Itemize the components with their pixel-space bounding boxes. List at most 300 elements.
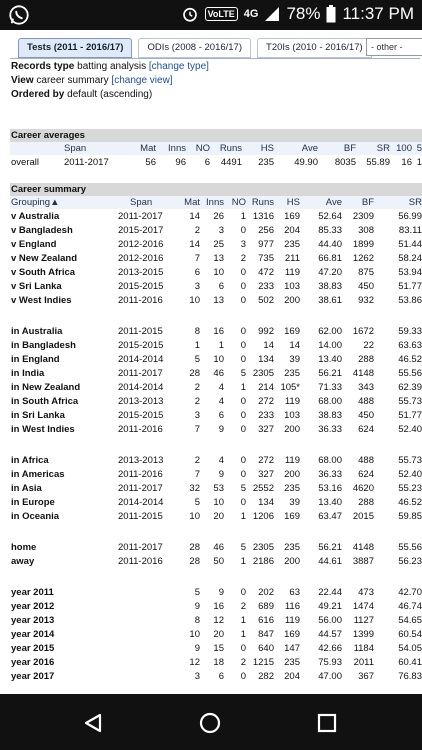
summary-row-cell: 1 bbox=[218, 339, 224, 351]
summary-row-cell: 2305 bbox=[252, 367, 274, 379]
summary-row bbox=[10, 366, 422, 380]
summary-row-cell: 4620 bbox=[352, 482, 374, 494]
summary-row-cell: year 2013 bbox=[11, 614, 55, 626]
summary-row-cell: 488 bbox=[358, 454, 374, 466]
summary-row-cell: 235 bbox=[284, 238, 300, 250]
summary-row-cell bbox=[118, 641, 176, 655]
summary-row-cell: 56.99 bbox=[398, 210, 422, 222]
summary-row-cell: 1399 bbox=[352, 628, 374, 640]
summary-row-cell: 2 bbox=[194, 454, 200, 466]
summary-row-cell: 2011-2017 bbox=[118, 367, 163, 379]
home-icon[interactable] bbox=[199, 712, 221, 734]
summary-row-cell: 0 bbox=[240, 642, 246, 654]
summary-row-cell: 5 bbox=[194, 586, 200, 598]
summary-row-cell: 2 bbox=[194, 395, 200, 407]
summary-row bbox=[10, 481, 422, 495]
network-type: 4G bbox=[243, 8, 259, 20]
summary-row-cell: 214 bbox=[258, 381, 274, 393]
summary-row bbox=[10, 408, 422, 422]
summary-row-cell: 2013-2013 bbox=[118, 395, 164, 407]
averages-row-cell: 4491 bbox=[220, 156, 242, 168]
summary-row-cell: 1184 bbox=[353, 642, 374, 654]
summary-row-cell: 0 bbox=[240, 586, 246, 598]
summary-row-cell: 53.16 bbox=[318, 482, 342, 494]
averages-column-header-cell: 5 bbox=[412, 142, 422, 155]
summary-row-cell: 2015-2015 bbox=[118, 339, 164, 351]
summary-row-cell: 235 bbox=[284, 656, 300, 668]
summary-row-cell: 200 bbox=[284, 555, 300, 567]
summary-row-cell: 1 bbox=[240, 510, 246, 522]
summary-row-cell: 38.83 bbox=[318, 409, 342, 421]
summary-row-cell: 2011-2016 bbox=[118, 294, 163, 306]
ordered-by-line bbox=[11, 89, 152, 100]
summary-row-cell: 4 bbox=[218, 381, 224, 393]
summary-row-cell: 0 bbox=[240, 266, 246, 278]
summary-row-cell: 46 bbox=[213, 367, 224, 379]
summary-row bbox=[10, 655, 422, 669]
summary-row-cell: 22.44 bbox=[318, 586, 342, 598]
whatsapp-icon bbox=[8, 4, 30, 26]
summary-row-cell: 7 bbox=[194, 423, 200, 435]
career-averages-heading-text: Career averages bbox=[10, 129, 422, 142]
summary-row-cell: 16 bbox=[213, 325, 224, 337]
summary-row-cell: v South Africa bbox=[11, 266, 76, 278]
summary-row bbox=[10, 585, 422, 599]
summary-row-cell: 7 bbox=[194, 468, 200, 480]
summary-row-cell: 28 bbox=[189, 555, 200, 567]
summary-row-cell bbox=[118, 655, 176, 669]
summary-row-cell: 2 bbox=[240, 252, 246, 264]
summary-row-cell: 2012-2016 bbox=[118, 238, 164, 250]
summary-row-cell: 103 bbox=[284, 280, 300, 292]
summary-row-cell: year 2012 bbox=[11, 600, 55, 612]
summary-row-cell: 204 bbox=[284, 224, 300, 236]
averages-row-cell: 56 bbox=[145, 156, 156, 168]
summary-row-cell: 6 bbox=[218, 280, 224, 292]
summary-row-cell: 2013-2013 bbox=[118, 454, 164, 466]
summary-row-cell: 14 bbox=[289, 339, 300, 351]
summary-row-cell: 2013-2015 bbox=[118, 266, 164, 278]
summary-row-cell: 56.21 bbox=[318, 367, 342, 379]
summary-row-cell: v Australia bbox=[11, 210, 60, 222]
summary-column-header-cell: BF bbox=[342, 196, 374, 209]
summary-row-cell: 38.61 bbox=[318, 294, 342, 306]
summary-row-cell: 624 bbox=[358, 468, 374, 480]
averages-row-cell: 55.89 bbox=[366, 156, 390, 168]
summary-row-cell: year 2016 bbox=[11, 656, 55, 668]
battery-icon bbox=[326, 5, 336, 23]
summary-row-cell: year 2011 bbox=[11, 586, 54, 598]
summary-row-cell: 119 bbox=[284, 266, 300, 278]
summary-row-cell: 39 bbox=[289, 496, 300, 508]
summary-row-cell: 10 bbox=[189, 294, 200, 306]
summary-row-cell: 0 bbox=[240, 325, 246, 337]
summary-row-cell: 169 bbox=[284, 210, 300, 222]
summary-row bbox=[10, 209, 422, 223]
summary-row-cell: 1 bbox=[240, 555, 246, 567]
summary-row-cell: 0 bbox=[240, 409, 246, 421]
summary-row bbox=[10, 599, 422, 613]
summary-row-cell: 367 bbox=[358, 670, 374, 682]
summary-row-cell: 3 bbox=[194, 280, 200, 292]
summary-row-cell: 472 bbox=[258, 266, 274, 278]
summary-row-cell: 0 bbox=[240, 423, 246, 435]
summary-row-cell: 735 bbox=[258, 252, 274, 264]
summary-row-cell: 7 bbox=[194, 252, 200, 264]
summary-row-cell: 55.56 bbox=[398, 367, 422, 379]
summary-row-cell: 1127 bbox=[353, 614, 374, 626]
averages-column-header-cell: HS bbox=[242, 142, 274, 155]
summary-row-cell: 6 bbox=[194, 266, 200, 278]
summary-row-cell: 119 bbox=[284, 395, 300, 407]
summary-row-cell: 42.66 bbox=[318, 642, 342, 654]
summary-row-cell: 56.00 bbox=[318, 614, 342, 626]
summary-row-cell: 1474 bbox=[352, 600, 374, 612]
summary-row-cell: 51.77 bbox=[398, 280, 422, 292]
summary-row-cell: 4148 bbox=[352, 367, 374, 379]
summary-row-cell: in Australia bbox=[11, 325, 63, 337]
summary-row-cell: in Europe bbox=[11, 496, 55, 508]
summary-row-cell: 8 bbox=[194, 325, 200, 337]
summary-row-cell: 13 bbox=[213, 252, 224, 264]
summary-row-cell bbox=[118, 669, 176, 683]
view-label: View bbox=[11, 75, 34, 86]
summary-row-cell: in England bbox=[11, 353, 60, 365]
averages-column-header-cell: Mat bbox=[122, 142, 156, 155]
summary-row-cell bbox=[118, 585, 176, 599]
summary-row-cell: 6 bbox=[218, 670, 224, 682]
summary-row-cell: 932 bbox=[358, 294, 374, 306]
summary-row bbox=[10, 540, 422, 554]
summary-row-cell: 502 bbox=[258, 294, 274, 306]
summary-row-cell: 14.00 bbox=[318, 339, 342, 351]
summary-row bbox=[10, 237, 422, 251]
tab-1[interactable]: ODIs (2008 - 2016/17) bbox=[138, 38, 251, 58]
summary-row-cell: 169 bbox=[284, 628, 300, 640]
summary-row-cell: 488 bbox=[358, 395, 374, 407]
summary-row-cell: 0 bbox=[240, 395, 246, 407]
summary-row-cell: 71.33 bbox=[318, 381, 342, 393]
summary-row-cell: 68.00 bbox=[318, 395, 342, 407]
summary-row-cell: 1206 bbox=[252, 510, 274, 522]
summary-row-cell: in West Indies bbox=[11, 423, 75, 435]
summary-row-cell: 38.83 bbox=[318, 280, 342, 292]
summary-row-cell: 51.77 bbox=[398, 409, 422, 421]
summary-row-cell: 134 bbox=[258, 353, 274, 365]
summary-row-cell: 54.65 bbox=[398, 614, 422, 626]
summary-row-cell: 233 bbox=[258, 409, 274, 421]
summary-row-cell: 282 bbox=[258, 670, 274, 682]
summary-row-cell: 10 bbox=[189, 628, 200, 640]
summary-row-cell: 211 bbox=[284, 252, 300, 264]
summary-row-cell: 66.81 bbox=[318, 252, 342, 264]
summary-row-cell: year 2015 bbox=[11, 642, 55, 654]
spacer-row bbox=[10, 568, 422, 585]
summary-row-cell: 2309 bbox=[352, 210, 374, 222]
summary-row-cell: 9 bbox=[194, 600, 200, 612]
summary-row-cell: 14 bbox=[189, 210, 200, 222]
summary-row-cell: 51.44 bbox=[398, 238, 422, 250]
summary-row bbox=[10, 324, 422, 338]
summary-row-cell: 308 bbox=[358, 224, 374, 236]
summary-row-cell: 83.11 bbox=[398, 224, 422, 236]
averages-column-header-cell: Ave bbox=[274, 142, 318, 155]
spacer-row bbox=[10, 523, 422, 540]
summary-column-header-cell: Ave bbox=[300, 196, 342, 209]
summary-row-cell: 105* bbox=[280, 381, 300, 393]
summary-row-cell: 640 bbox=[258, 642, 274, 654]
summary-row-cell: 18 bbox=[213, 656, 224, 668]
summary-row-cell: in New Zealand bbox=[11, 381, 81, 393]
summary-row-cell: 9 bbox=[194, 642, 200, 654]
averages-row-cell: 96 bbox=[175, 156, 186, 168]
summary-row bbox=[10, 352, 422, 366]
summary-row-cell: v New Zealand bbox=[11, 252, 77, 264]
summary-row-cell: in South Africa bbox=[11, 395, 79, 407]
summary-row-cell: 13.40 bbox=[318, 353, 342, 365]
summary-row-cell: 56.21 bbox=[318, 541, 342, 553]
summary-row bbox=[10, 279, 422, 293]
summary-row-cell: 44.61 bbox=[318, 555, 342, 567]
summary-row-cell: 44.40 bbox=[318, 238, 342, 250]
summary-row-cell: 58.24 bbox=[398, 252, 422, 264]
summary-row-cell: 200 bbox=[284, 468, 300, 480]
summary-row-cell: 53.86 bbox=[398, 294, 422, 306]
summary-row-cell: 4 bbox=[218, 454, 224, 466]
averages-row-cell: 49.90 bbox=[294, 156, 318, 168]
averages-column-header-cell: NO bbox=[186, 142, 210, 155]
battery-percent: 78% bbox=[286, 4, 321, 23]
summary-row-cell: 200 bbox=[284, 423, 300, 435]
summary-row-cell: year 2017 bbox=[11, 670, 55, 682]
other-format-select[interactable]: - other - bbox=[366, 38, 422, 56]
summary-row-cell: 3 bbox=[240, 238, 246, 250]
summary-row-cell: 0 bbox=[240, 224, 246, 236]
summary-row-cell: 6 bbox=[218, 409, 224, 421]
summary-row-cell: 1 bbox=[240, 614, 246, 626]
spacer-cell bbox=[10, 307, 422, 324]
summary-row-cell: year 2014 bbox=[11, 628, 55, 640]
summary-row-cell: 1262 bbox=[352, 252, 374, 264]
summary-row-cell: 689 bbox=[258, 600, 274, 612]
averages-column-header-cell: Runs bbox=[210, 142, 242, 155]
summary-row-cell: 200 bbox=[284, 294, 300, 306]
career-summary-heading bbox=[10, 183, 422, 196]
summary-row-cell bbox=[118, 613, 176, 627]
summary-row-cell: 12 bbox=[213, 614, 224, 626]
summary-row-cell: in India bbox=[11, 367, 45, 379]
summary-row-cell: 14 bbox=[263, 339, 274, 351]
summary-row-cell: 49.21 bbox=[318, 600, 342, 612]
averages-column-header bbox=[10, 142, 422, 155]
summary-row-cell: 847 bbox=[258, 628, 274, 640]
summary-row-cell: 10 bbox=[189, 510, 200, 522]
tab-2[interactable]: T20Is (2010 - 2016/17) bbox=[257, 38, 372, 58]
averages-row-cell: 8035 bbox=[334, 156, 356, 168]
status-bar bbox=[0, 0, 422, 30]
summary-row-cell: 1 bbox=[240, 628, 246, 640]
averages-row-cell: 2011-2017 bbox=[64, 156, 109, 168]
summary-column-header-cell: SR bbox=[374, 196, 422, 209]
page-content bbox=[0, 30, 422, 694]
summary-row-cell: 2011-2016 bbox=[118, 555, 163, 567]
summary-row-cell: 450 bbox=[358, 280, 374, 292]
summary-row-cell: 204 bbox=[284, 670, 300, 682]
summary-row-cell: 5 bbox=[240, 482, 246, 494]
summary-row-cell: 10 bbox=[213, 353, 224, 365]
summary-column-header bbox=[10, 196, 422, 209]
summary-row-cell: 343 bbox=[358, 381, 374, 393]
summary-row-cell: 233 bbox=[258, 280, 274, 292]
summary-row-cell: 202 bbox=[258, 586, 274, 598]
summary-row-cell: 13.40 bbox=[318, 496, 342, 508]
navigation-bar bbox=[0, 694, 422, 750]
summary-row-cell: 46.52 bbox=[398, 353, 422, 365]
summary-row-cell: 52.64 bbox=[318, 210, 342, 222]
records-type-line bbox=[11, 61, 209, 72]
recents-icon[interactable] bbox=[316, 712, 338, 734]
summary-row-cell: 3 bbox=[194, 670, 200, 682]
summary-row-cell: 20 bbox=[213, 628, 224, 640]
alarm-icon bbox=[181, 5, 199, 23]
summary-row-cell: 15 bbox=[213, 642, 224, 654]
summary-row-cell: in Asia bbox=[11, 482, 42, 494]
summary-row-cell: 8 bbox=[194, 614, 200, 626]
summary-row-cell: 2011-2017 bbox=[118, 541, 163, 553]
summary-row-cell: 16 bbox=[213, 600, 224, 612]
summary-row-cell: 2011 bbox=[353, 656, 374, 668]
summary-row-cell: 47.20 bbox=[318, 266, 342, 278]
averages-row-cell: 1 bbox=[416, 156, 422, 168]
summary-row bbox=[10, 467, 422, 481]
summary-row-cell: 2 bbox=[194, 381, 200, 393]
summary-row-cell: 20 bbox=[213, 510, 224, 522]
summary-row-cell: 68.00 bbox=[318, 454, 342, 466]
summary-row-cell: 44.57 bbox=[318, 628, 342, 640]
summary-row-cell: 272 bbox=[258, 454, 274, 466]
spacer-row bbox=[10, 436, 422, 453]
spacer-cell bbox=[10, 436, 422, 453]
averages-column-header-cell: Span bbox=[52, 142, 122, 155]
career-summary-table bbox=[10, 183, 422, 683]
format-tabs bbox=[18, 38, 372, 58]
summary-row-cell: 256 bbox=[258, 224, 274, 236]
summary-row-cell: v England bbox=[11, 238, 57, 250]
summary-row-cell: 55.56 bbox=[398, 541, 422, 553]
summary-row-cell: 75.93 bbox=[318, 656, 342, 668]
summary-row bbox=[10, 627, 422, 641]
summary-row-cell: away bbox=[11, 555, 35, 567]
summary-row-cell: 2305 bbox=[252, 541, 274, 553]
summary-row-cell: 327 bbox=[258, 423, 274, 435]
summary-row-cell: 616 bbox=[258, 614, 274, 626]
summary-row-cell: 103 bbox=[284, 409, 300, 421]
summary-row-cell: v Sri Lanka bbox=[11, 280, 62, 292]
summary-row-cell: 52.40 bbox=[398, 423, 422, 435]
averages-column-header-cell: 100 bbox=[390, 142, 412, 155]
ordered-by-label: Ordered by bbox=[11, 89, 65, 100]
summary-row-cell: 2 bbox=[240, 600, 246, 612]
view-value: career summary bbox=[36, 75, 109, 86]
summary-row-cell: 235 bbox=[284, 367, 300, 379]
summary-row-cell: 9 bbox=[218, 423, 224, 435]
summary-row-cell: 9 bbox=[218, 468, 224, 480]
summary-row-cell: 85.33 bbox=[318, 224, 342, 236]
summary-row-cell: 0 bbox=[240, 496, 246, 508]
summary-row-cell: 2014-2014 bbox=[118, 353, 164, 365]
summary-row-cell: 116 bbox=[284, 600, 300, 612]
view-line bbox=[11, 75, 173, 86]
summary-row-cell: 235 bbox=[284, 482, 300, 494]
summary-row-cell: 36.33 bbox=[318, 468, 342, 480]
back-icon[interactable] bbox=[82, 712, 104, 734]
averages-row-cell: overall bbox=[11, 156, 39, 168]
summary-row-cell: 46 bbox=[213, 541, 224, 553]
tab-0[interactable]: Tests (2011 - 2016/17) bbox=[18, 38, 132, 58]
summary-row-cell: 10 bbox=[213, 266, 224, 278]
summary-row bbox=[10, 251, 422, 265]
summary-row-cell: 2 bbox=[240, 656, 246, 668]
summary-row-cell: 119 bbox=[284, 454, 300, 466]
summary-row-cell: 60.54 bbox=[398, 628, 422, 640]
summary-row-cell: 53 bbox=[213, 482, 224, 494]
summary-row-cell: 327 bbox=[258, 468, 274, 480]
summary-row-cell: 76.83 bbox=[398, 670, 422, 682]
averages-column-header-cell: BF bbox=[318, 142, 356, 155]
summary-row-cell bbox=[118, 627, 176, 641]
averages-column-header-cell bbox=[10, 142, 52, 155]
summary-row-cell: 63.47 bbox=[318, 510, 342, 522]
summary-row-cell: 22 bbox=[363, 339, 374, 351]
summary-row-cell: 59.33 bbox=[398, 325, 422, 337]
spacer-cell bbox=[10, 523, 422, 540]
summary-row-cell: 12 bbox=[189, 656, 200, 668]
averages-row bbox=[10, 155, 422, 169]
summary-row-cell: 39 bbox=[289, 353, 300, 365]
summary-row-cell: home bbox=[11, 541, 37, 553]
summary-row-cell: 1 bbox=[240, 210, 246, 222]
summary-row-cell: 62.00 bbox=[318, 325, 342, 337]
summary-row-cell: 0 bbox=[240, 353, 246, 365]
summary-row-cell: 55.73 bbox=[398, 454, 422, 466]
summary-row-cell: 55.73 bbox=[398, 395, 422, 407]
summary-row-cell: in Africa bbox=[11, 454, 49, 466]
averages-row-cell: 235 bbox=[258, 156, 274, 168]
summary-column-header-cell: Runs bbox=[246, 196, 274, 209]
summary-row-cell: 46.52 bbox=[398, 496, 422, 508]
volte-badge: VoLTE bbox=[205, 7, 238, 21]
records-type-value: batting analysis bbox=[77, 61, 147, 72]
summary-row-cell: 0 bbox=[240, 280, 246, 292]
summary-row-cell: 53.94 bbox=[398, 266, 422, 278]
summary-row-cell: 0 bbox=[240, 294, 246, 306]
averages-row-cell: 16 bbox=[401, 156, 412, 168]
summary-row-cell: in Bangladesh bbox=[11, 339, 76, 351]
summary-row bbox=[10, 669, 422, 683]
summary-column-header-cell: Mat bbox=[176, 196, 200, 209]
summary-row-cell: 4148 bbox=[352, 541, 374, 553]
change-view-link[interactable]: [change view] bbox=[111, 75, 173, 86]
summary-row-cell: 9 bbox=[218, 586, 224, 598]
summary-row-cell: 2011-2017 bbox=[118, 482, 163, 494]
summary-row-cell: 55.23 bbox=[398, 482, 422, 494]
summary-row-cell: 54.05 bbox=[398, 642, 422, 654]
summary-row-cell: 10 bbox=[213, 496, 224, 508]
summary-row-cell: 25 bbox=[213, 238, 224, 250]
change-type-link[interactable]: [change type] bbox=[148, 61, 209, 72]
summary-row-cell: 28 bbox=[189, 541, 200, 553]
averages-row-cell: 6 bbox=[204, 156, 210, 168]
